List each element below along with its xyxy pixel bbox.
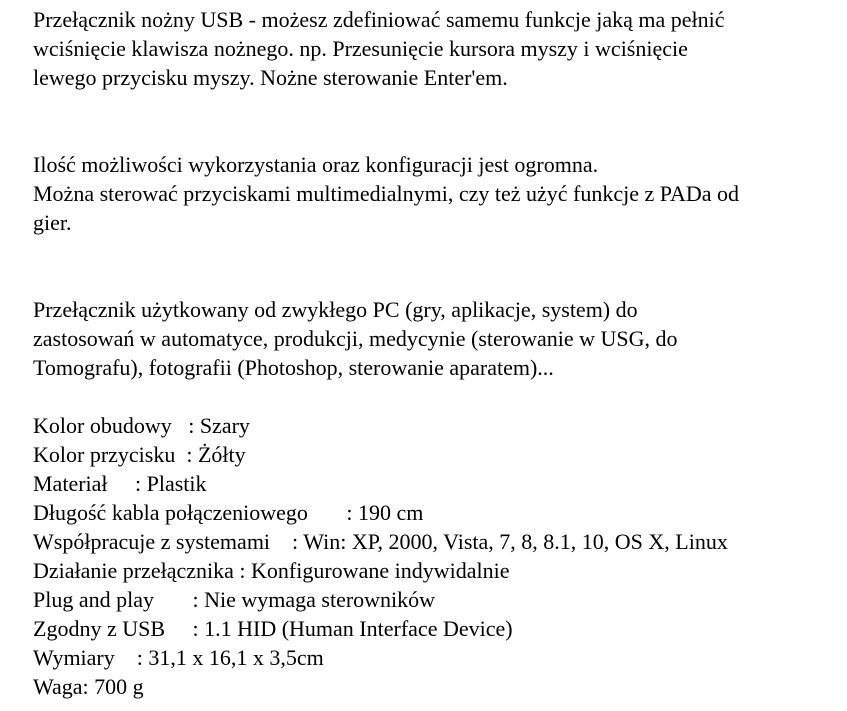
spec-dimensions: Wymiary : 31,1 x 16,1 x 3,5cm — [33, 645, 324, 670]
paragraph-spacer — [33, 92, 845, 150]
capabilities-paragraph — [33, 150, 845, 237]
specifications-list — [33, 411, 845, 701]
text-line: Ilość możliwości wykorzystania oraz konfiguracji jest ogromna. — [33, 152, 599, 177]
spec-weight: Waga: 700 g — [33, 674, 144, 699]
paragraph-spacer — [33, 382, 845, 411]
spec-switch-operation: Działanie przełącznika : Konfigurowane indywidalnie — [33, 558, 510, 583]
product-description — [33, 5, 845, 701]
text-line: gier. — [33, 210, 72, 235]
paragraph-spacer — [33, 237, 845, 295]
text-line: lewego przycisku myszy. Nożne sterowanie Enter'em. — [33, 65, 508, 90]
applications-paragraph — [33, 295, 845, 382]
text-line: Tomografu), fotografii (Photoshop, sterowanie aparatem)... — [33, 355, 554, 380]
spec-button-color: Kolor przycisku : Żółty — [33, 442, 246, 467]
text-line: Przełącznik nożny USB - możesz zdefiniować samemu funkcje jaką ma pełnić — [33, 7, 725, 32]
spec-compatible-systems: Współpracuje z systemami : Win: XP, 2000, Vista, 7, 8, 8.1, 10, OS X, Linux — [33, 529, 728, 554]
spec-material: Materiał : Plastik — [33, 471, 207, 496]
intro-paragraph — [33, 5, 845, 92]
spec-case-color: Kolor obudowy : Szary — [33, 413, 250, 438]
spec-usb-compliance: Zgodny z USB : 1.1 HID (Human Interface Device) — [33, 616, 513, 641]
spec-plug-and-play: Plug and play : Nie wymaga sterowników — [33, 587, 436, 612]
spec-cable-length: Długość kabla połączeniowego : 190 cm — [33, 500, 424, 525]
text-line: Przełącznik użytkowany od zwykłego PC (gry, aplikacje, system) do — [33, 297, 638, 322]
text-line: zastosowań w automatyce, produkcji, medycynie (sterowanie w USG, do — [33, 326, 678, 351]
text-line: Można sterować przyciskami multimedialnymi, czy też użyć funkcje z PADa od — [33, 181, 740, 206]
text-line: wciśnięcie klawisza nożnego. np. Przesunięcie kursora myszy i wciśnięcie — [33, 36, 688, 61]
